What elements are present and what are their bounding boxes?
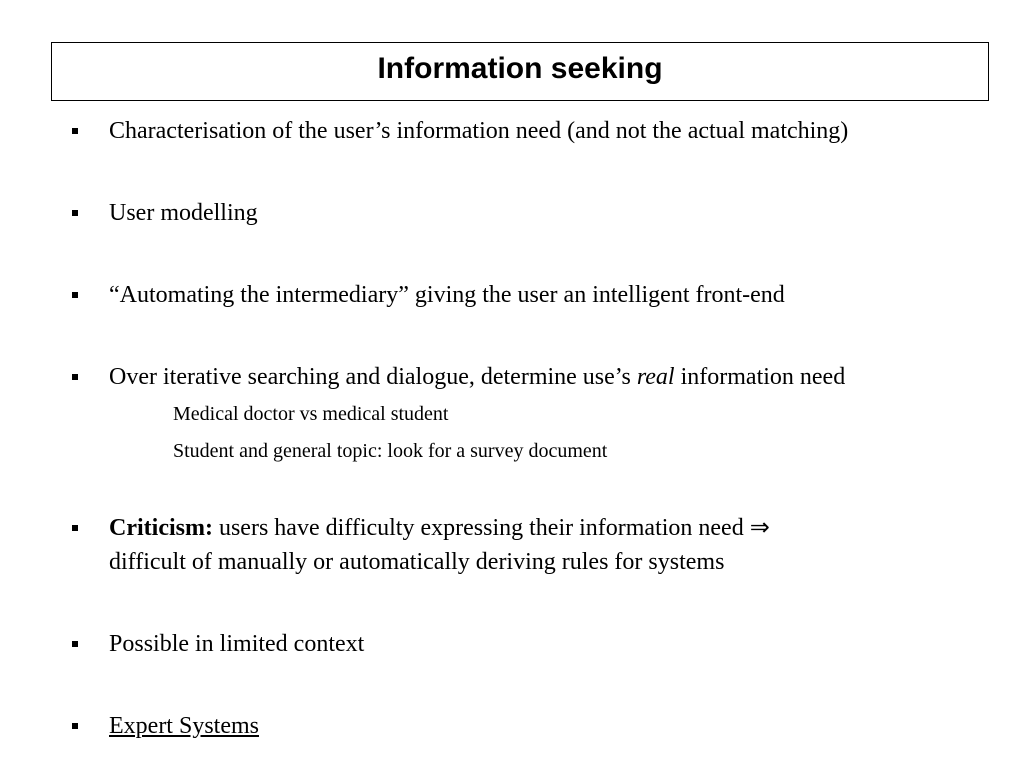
expert-systems-link[interactable]: Expert Systems	[109, 713, 259, 739]
bullet-marker	[72, 374, 78, 380]
criticism-label: Criticism:	[109, 515, 213, 541]
criticism-text-line2: difficult of manually or automatically deriving rules for systems	[109, 549, 725, 575]
bullet-marker	[72, 292, 78, 298]
criticism-text-line1: users have difficulty expressing their information need ⇒	[212, 515, 770, 541]
emphasis-real: real	[636, 364, 675, 390]
bullet-text-before: Over iterative searching and dialogue, determine use’s	[109, 364, 637, 390]
bullet-marker	[72, 723, 78, 729]
bullet-text-after: information need	[674, 364, 846, 390]
bullet-marker	[72, 525, 78, 531]
sub-item-medical-doctor: Medical doctor vs medical student	[173, 403, 449, 425]
bullet-item-iterative-searching	[109, 360, 845, 394]
sub-item-student-topic: Student and general topic: look for a survey document	[173, 440, 608, 462]
bullet-item-limited-context: Possible in limited context	[109, 631, 365, 657]
bullet-item-automating: “Automating the intermediary” giving the user an intelligent front-end	[109, 282, 785, 308]
slide-title: Information seeking	[377, 51, 663, 85]
bullet-marker	[72, 128, 78, 134]
bullet-item-user-modelling: User modelling	[109, 200, 258, 226]
bullet-item-characterisation: Characterisation of the user’s information need (and not the actual matching)	[109, 118, 849, 144]
title-box	[51, 42, 989, 101]
bullet-marker	[72, 641, 78, 647]
bullet-marker	[72, 210, 78, 216]
bullet-item-criticism	[109, 511, 770, 545]
